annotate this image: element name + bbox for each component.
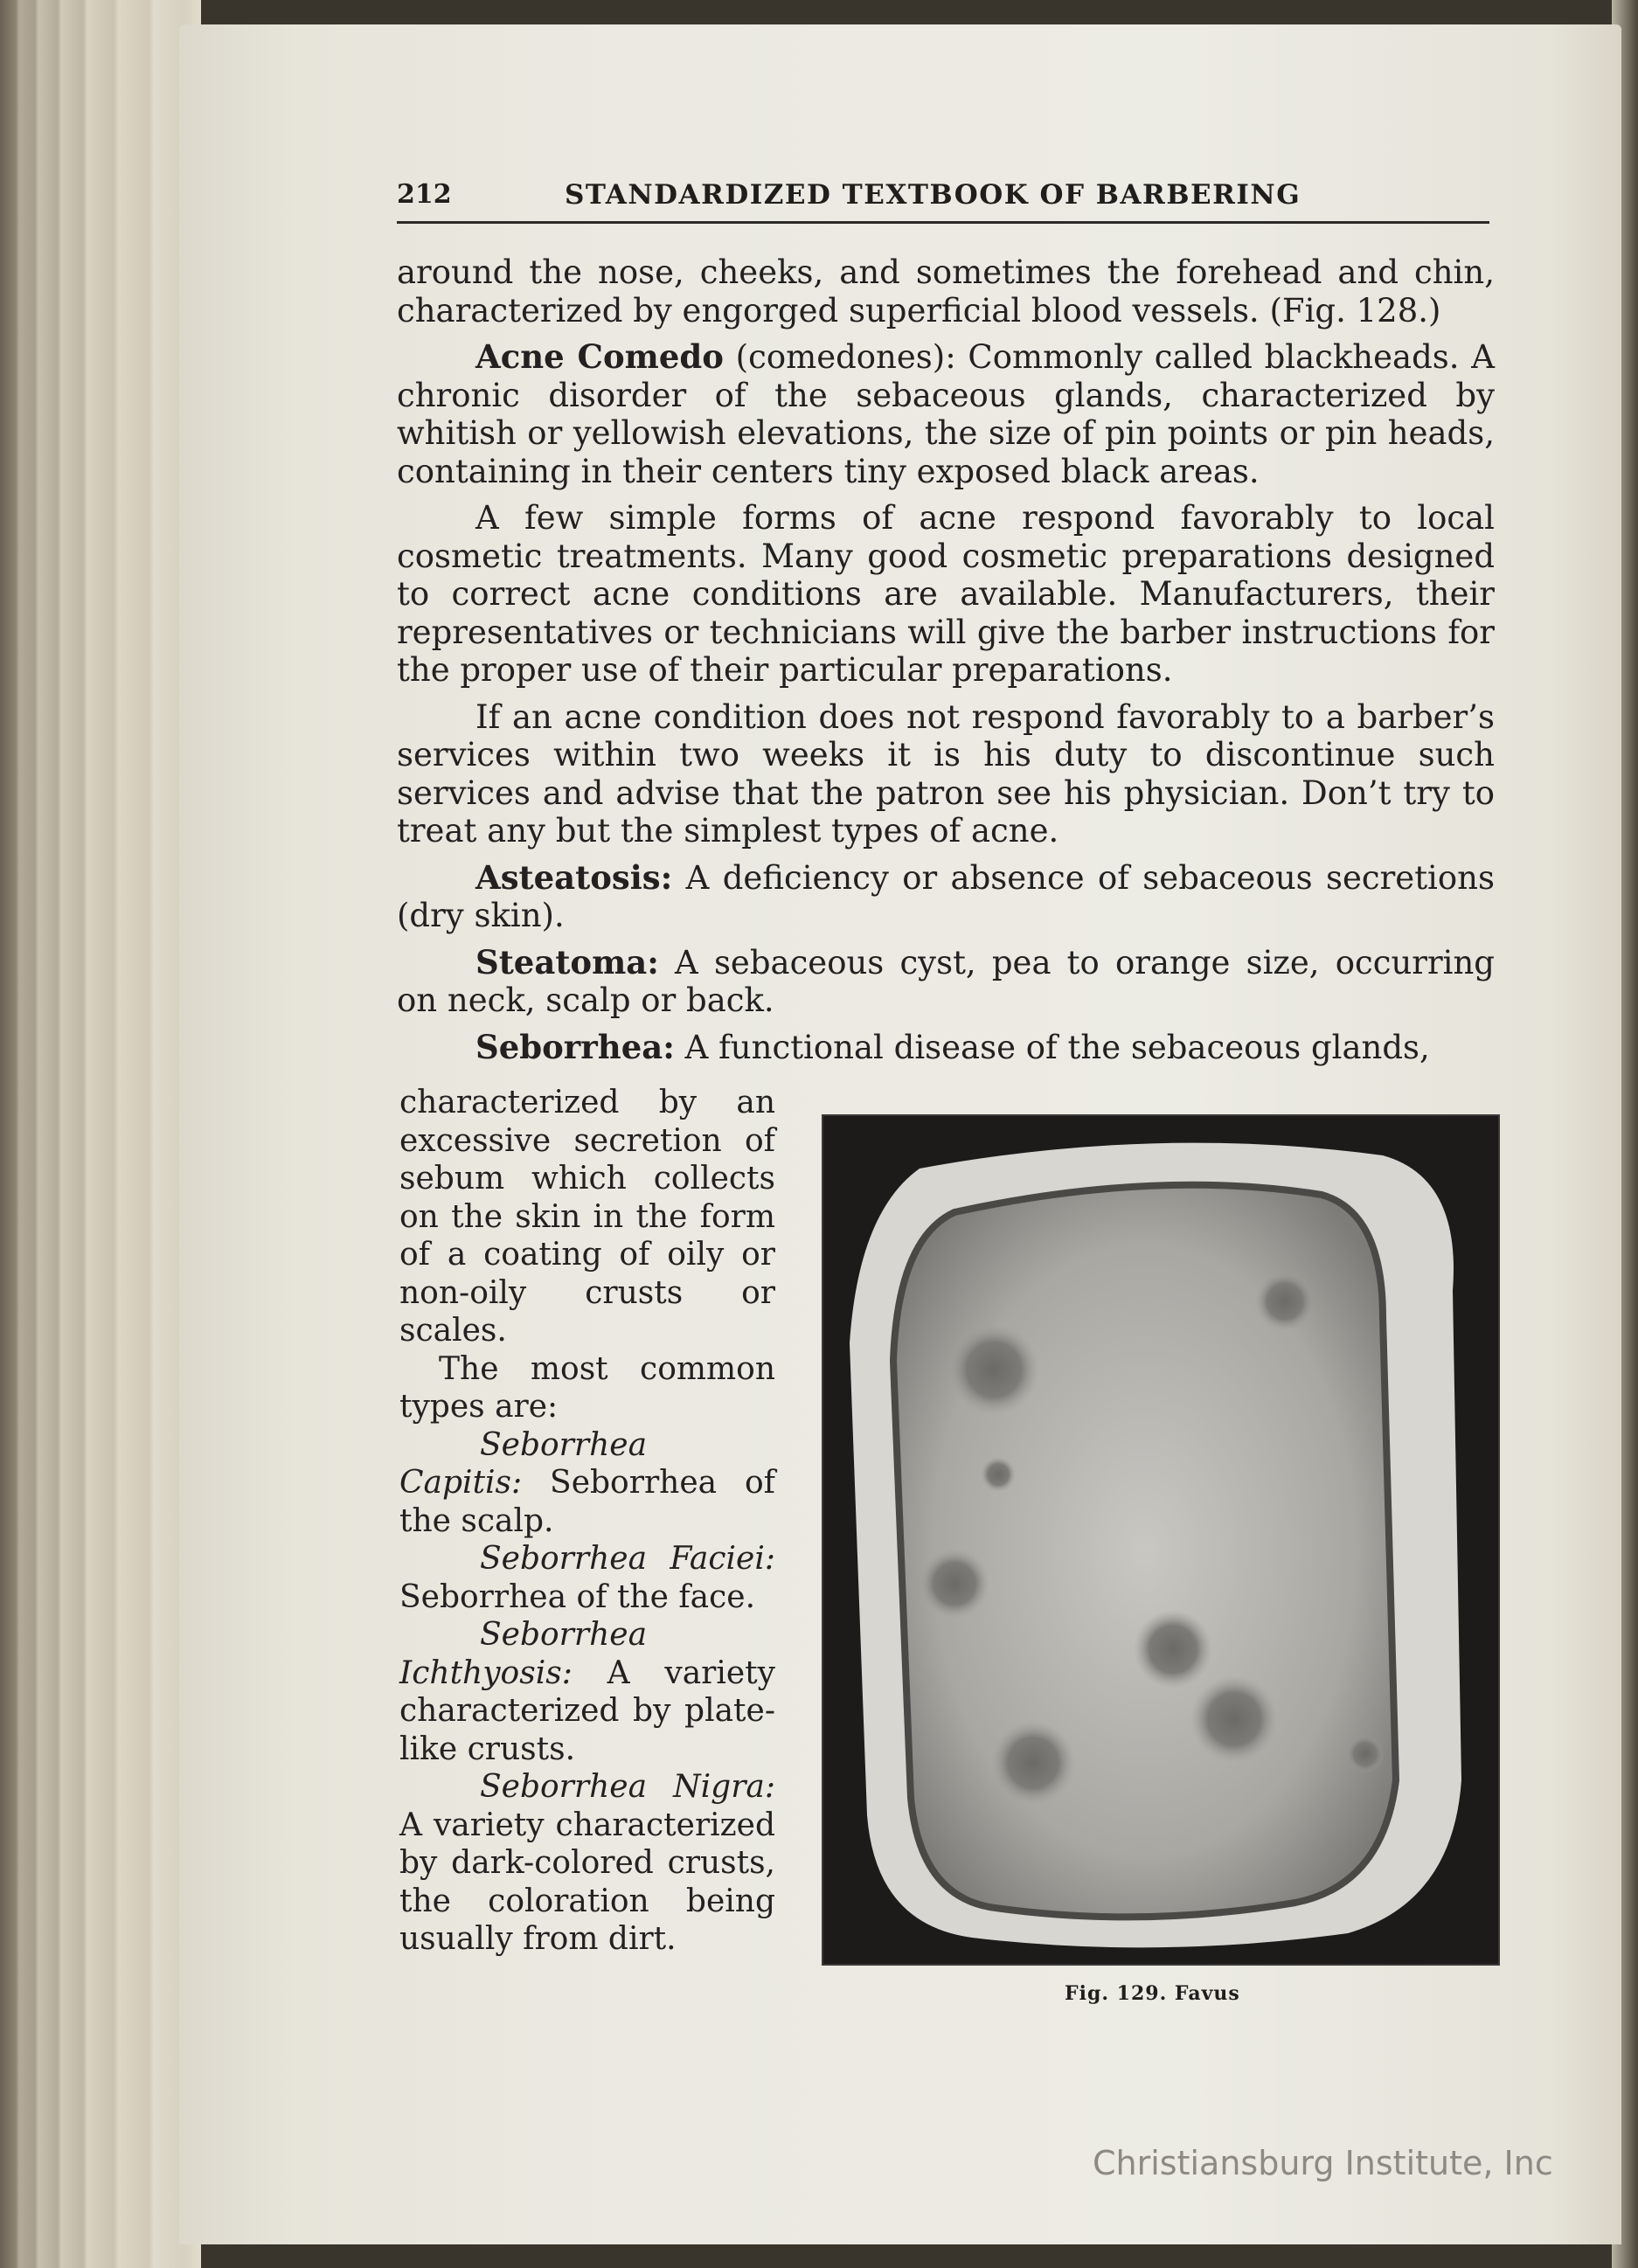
- term-faciei: Seborrhea Faciei:: [480, 1541, 775, 1577]
- type-capitis: [399, 1426, 775, 1541]
- term-ichthyosis: Seborrhea Ichthyosis:: [399, 1617, 648, 1691]
- type-faciei: [399, 1540, 775, 1616]
- definition-acne-comedo: (comedones): Commonly called blackheads. A chronic disorder of the sebaceous glands, characterized by whitish or yellowish elevations, the size of pin points or pin heads, containing in their centers tiny exposed black areas.: [397, 338, 1495, 490]
- page-edges: [0, 0, 201, 2268]
- definition-seborrhea: A functional disease of the sebaceous glands,: [674, 1028, 1430, 1066]
- running-title: STANDARDIZED TEXTBOOK OF BARBERING: [565, 179, 1301, 211]
- paragraph-physician-advice: If an acne condition does not respond favorably to a barber’s services within two weeks it is his duty to discontinue such services and advise that the patron see his physician. Don’t try to treat any but the simplest types of acne.: [397, 697, 1495, 850]
- paragraph-acne-comedo: [397, 338, 1495, 490]
- definition-faciei: Seborrhea of the face.: [399, 1578, 756, 1615]
- figure-favus-photo: [822, 1114, 1500, 1966]
- paragraph-seborrhea: [397, 1029, 1495, 1067]
- definition-nigra: A variety characterized by dark-colored crusts, the coloration being usually from dirt.: [399, 1807, 775, 1957]
- definition-asteatosis: A deficiency or absence of sebaceous secretions (dry skin).: [397, 858, 1495, 934]
- term-seborrhea: Seborrhea:: [475, 1027, 675, 1066]
- type-ichthyosis: [399, 1616, 775, 1768]
- running-header: [397, 177, 1489, 224]
- type-nigra: [399, 1768, 775, 1959]
- definition-capitis: Seborrhea of the scalp.: [399, 1465, 775, 1539]
- paragraph-continuation: around the nose, cheeks, and sometimes the forehead and chin, characterized by engorged superficial blood vessels. (Fig. 128.): [397, 253, 1495, 329]
- favus-culture-image: [823, 1116, 1498, 1964]
- term-asteatosis: Asteatosis:: [475, 857, 673, 897]
- term-acne-comedo: Acne Comedo: [475, 337, 724, 376]
- side-column: [399, 1084, 775, 1959]
- paragraph-steatoma: [397, 944, 1495, 1020]
- term-steatoma: Steatoma:: [475, 942, 659, 981]
- term-capitis: Seborrhea Capitis:: [399, 1426, 648, 1501]
- definition-steatoma: A sebaceous cyst, pea to orange size, occurring on neck, scalp or back.: [397, 943, 1495, 1019]
- paragraph-asteatosis: [397, 859, 1495, 935]
- common-types-intro: The most common types are:: [399, 1350, 775, 1425]
- term-nigra: Seborrhea Nigra:: [480, 1769, 775, 1805]
- definition-ichthyosis: A variety characterized by plate-like crusts.: [399, 1654, 775, 1767]
- seborrhea-description: characterized by an excessive secretion of sebum which collects on the skin in the form of a coating of oily or non-oily crusts or scales.: [399, 1085, 775, 1349]
- paragraph-cosmetic-treatments: A few simple forms of acne respond favorably to local cosmetic treatments. Many good cosmetic preparations designed to correct acne conditions are available. Manufacturers, their representatives or technicians will give the barber instructions for the proper use of their particular preparations.: [397, 499, 1495, 689]
- main-text: [397, 253, 1495, 1075]
- page-number: 212: [397, 179, 452, 210]
- figure-caption: Fig. 129. Favus: [1065, 1982, 1240, 2005]
- watermark: Christiansburg Institute, Inc: [1093, 2144, 1553, 2182]
